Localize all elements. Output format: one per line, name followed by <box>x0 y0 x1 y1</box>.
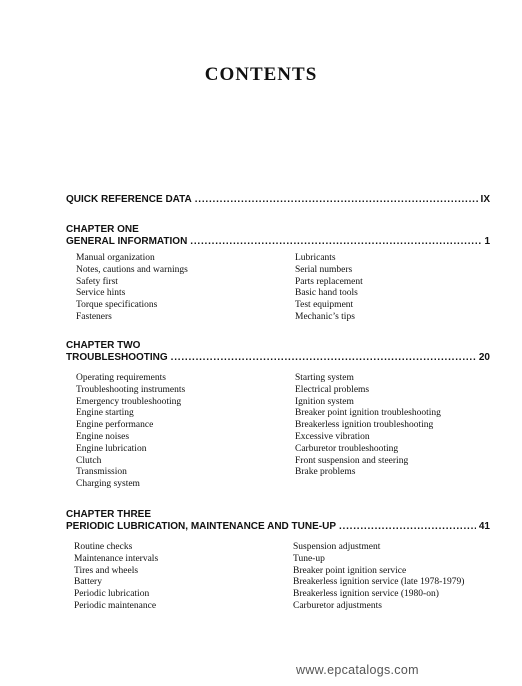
topic-item: Engine starting <box>76 408 134 419</box>
chapter-number: CHAPTER ONE <box>66 224 139 235</box>
chapter-title: TROUBLESHOOTING <box>66 352 168 363</box>
topic-item: Excessive vibration <box>295 431 370 442</box>
toc-chapter-three[interactable] <box>66 509 490 611</box>
topic-item: Suspension adjustment <box>293 542 381 552</box>
topic-item: Breaker point ignition troubleshooting <box>295 408 441 419</box>
topic-item: Carburetor adjustments <box>293 600 382 611</box>
topic-item: Mechanic’s tips <box>295 311 355 322</box>
chapter-title: GENERAL INFORMATION <box>66 236 188 247</box>
topic-item: Maintenance intervals <box>74 553 159 564</box>
toc-entry-label: QUICK REFERENCE DATA <box>66 194 192 205</box>
topic-item: Carburetor troubleshooting <box>295 443 399 454</box>
topic-item: Engine lubrication <box>76 443 147 454</box>
toc-chapter-one[interactable] <box>66 224 490 322</box>
topic-item: Electrical problems <box>295 384 370 395</box>
topic-item: Breakerless ignition service (late 1978-1979) <box>293 577 465 588</box>
topic-item: Operating requirements <box>76 373 166 383</box>
topic-item: Periodic lubrication <box>74 589 150 600</box>
topics-right-column <box>295 253 363 324</box>
topic-item: Charging system <box>76 479 140 490</box>
topic-item: Emergency troubleshooting <box>76 396 182 407</box>
topic-item: Brake problems <box>295 467 356 478</box>
topics-right-column <box>295 373 441 479</box>
leader-dots <box>195 194 478 206</box>
topic-item: Test equipment <box>295 300 354 311</box>
topic-item: Periodic maintenance <box>74 600 157 611</box>
topic-item: Manual organization <box>76 253 155 263</box>
topics-left-column <box>76 253 188 324</box>
topic-item: Fasteners <box>76 311 112 322</box>
toc-page-number: 20 <box>478 352 490 363</box>
toc-entry-quick-reference[interactable] <box>66 194 490 206</box>
topic-item: Clutch <box>76 455 102 466</box>
topic-item: Troubleshooting instruments <box>76 384 186 395</box>
toc-chapter-two[interactable] <box>66 340 490 490</box>
chapter-title: PERIODIC LUBRICATION, MAINTENANCE AND TUNE-UP <box>66 521 336 532</box>
watermark-url: www.epcatalogs.com <box>296 663 419 677</box>
topic-item: Front suspension and steering <box>295 455 409 466</box>
topic-item: Battery <box>74 577 102 588</box>
topic-item: Breaker point ignition service <box>293 565 407 576</box>
topic-item: Torque specifications <box>76 300 158 311</box>
page-title: CONTENTS <box>204 64 318 85</box>
topic-item: Parts replacement <box>295 276 363 287</box>
topics-left-column <box>76 373 185 491</box>
chapter-number: CHAPTER THREE <box>66 509 152 520</box>
topic-item: Serial numbers <box>295 264 353 275</box>
leader-dots <box>190 236 481 248</box>
topic-item: Routine checks <box>74 542 133 552</box>
leader-dots <box>171 352 476 364</box>
topic-item: Breakerless ignition service (1980-on) <box>293 589 439 600</box>
topic-item: Safety first <box>76 276 118 287</box>
topic-item: Basic hand tools <box>295 288 358 299</box>
toc-page-number: IX <box>480 194 490 205</box>
topic-item: Breakerless ignition troubleshooting <box>295 420 434 431</box>
topic-item: Ignition system <box>295 396 354 407</box>
topic-item: Service hints <box>76 288 126 299</box>
leader-dots <box>339 521 476 533</box>
topics-right-column <box>293 542 464 613</box>
toc-page-number: 1 <box>484 236 490 247</box>
topic-item: Engine noises <box>76 431 130 442</box>
toc-page-number: 41 <box>478 521 490 532</box>
topic-item: Engine performance <box>76 420 154 431</box>
chapter-number: CHAPTER TWO <box>66 340 141 351</box>
topic-item: Tires and wheels <box>74 565 139 576</box>
topic-item: Notes, cautions and warnings <box>76 264 188 275</box>
topic-item: Starting system <box>295 373 354 383</box>
topic-item: Lubricants <box>295 253 336 263</box>
topics-left-column <box>74 542 158 613</box>
topic-item: Transmission <box>76 467 127 478</box>
topic-item: Tune-up <box>293 553 325 564</box>
